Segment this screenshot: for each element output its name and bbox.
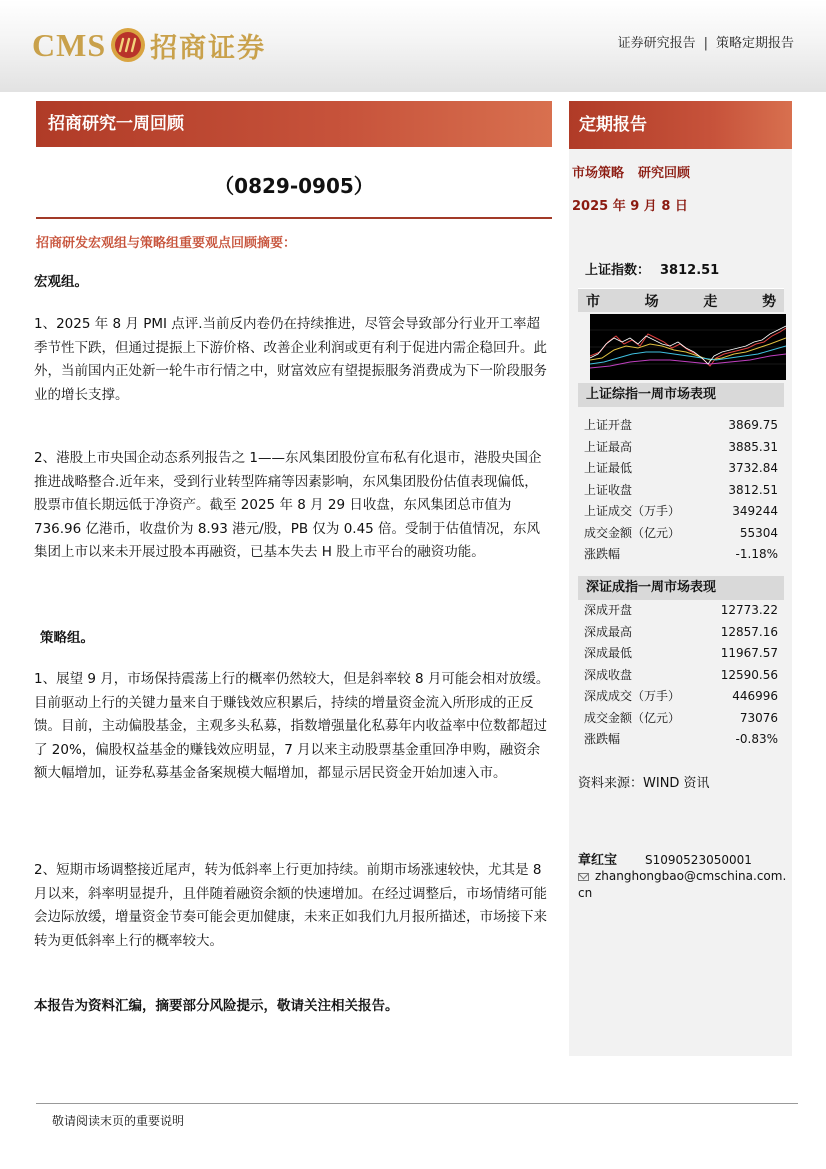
cms-emblem-icon	[110, 27, 146, 63]
index-value: 3812.51	[660, 263, 720, 278]
table-row	[584, 686, 778, 708]
report-type-label	[618, 32, 794, 51]
stat-value: 3869.75	[728, 418, 778, 432]
company-logo	[32, 20, 266, 70]
trend-char: 市	[586, 293, 600, 310]
title-divider	[36, 217, 552, 219]
stat-label: 上证开盘	[584, 418, 633, 432]
strategy-paragraph-2: 2、短期市场调整接近尾声，转为低斜率上行更加持续。前期市场涨速较快，尤其是 8 月以来，斜率明显提升，且伴随着融资余额的快速增加。在经过调整后，市场情绪可能会边际放缓，增量资金节奏可能会更加健康，未来正如我们九月报所描述，市场接下来转为更低斜率上行的概率较大。	[34, 862, 547, 949]
stat-label: 上证最低	[584, 461, 633, 475]
table-row	[584, 437, 778, 459]
stat-value: 12590.56	[720, 667, 778, 682]
table-row	[584, 729, 778, 751]
table-row	[584, 523, 778, 545]
footer-note: 敬请阅读末页的重要说明	[52, 1114, 185, 1128]
analyst-email-row	[578, 868, 788, 902]
report-date: 2025 年 9 月 8 日	[572, 199, 688, 214]
stat-value: 349244	[732, 504, 778, 518]
shenzhen-section-title: 深证成指一周市场表现	[578, 576, 784, 600]
main-banner: 招商研究一周回顾	[36, 101, 552, 147]
date-range-title: （0829-0905）	[214, 174, 374, 198]
category-research-review: 研究回顾	[638, 166, 691, 181]
index-summary	[585, 259, 719, 278]
stat-label: 上证成交（万手）	[584, 504, 681, 518]
trend-char: 场	[644, 293, 659, 310]
table-row	[584, 622, 778, 644]
stat-value: -1.18%	[735, 547, 778, 561]
summary-title: 招商研发宏观组与策略组重要观点回顾摘要：	[36, 236, 297, 251]
table-row	[584, 480, 778, 502]
trend-char: 势	[761, 293, 776, 310]
stat-value: 3885.31	[728, 439, 778, 454]
shanghai-section-title: 上证综指一周市场表现	[578, 383, 784, 407]
stat-value: 3812.51	[728, 482, 778, 497]
closing-note: 本报告为资料汇编，摘要部分风险提示，敬请关注相关报告。	[34, 998, 399, 1014]
header-separator: |	[703, 36, 708, 51]
sidebar-banner: 定期报告	[569, 101, 792, 149]
shanghai-stats-table	[584, 415, 778, 566]
table-row	[584, 501, 778, 523]
strategy-paragraph-1: 1、展望 9 月，市场保持震荡上行的概率仍然较大，但是斜率较 8 月可能会相对放缓。目前驱动上行的关键力量来自于赚钱效应积累后，持续的增量资金流入所形成的正反馈。目前，主动偏股基金，主观多头私募，指数增强量化私募年内收益率中位数都超过了 20%，偏股权益基金的赚钱效应明显，7 月以来主动股票基金重回净申购，融资余额大幅增加，证券私募基金备案规模大幅增加，都显示居民资金开始加速入市。	[34, 671, 550, 782]
stat-value: 11967.57	[720, 646, 778, 660]
footer-divider	[36, 1103, 798, 1104]
category-market-strategy: 市场策略	[572, 166, 625, 181]
stat-label: 上证收盘	[584, 482, 633, 497]
table-row	[584, 458, 778, 480]
data-source: 资料来源：WIND 资讯	[578, 776, 710, 791]
table-row	[584, 708, 778, 730]
trend-char: 走	[703, 293, 718, 310]
macro-paragraph-2: 2、港股上市央国企动态系列报告之 1——东风集团股份宣布私有化退市，港股央国企推进战略整合.近年来，受到行业转型阵痛等因素影响，东风集团股份估值表现偏低，股票市值长期远低于净资产。截至 2025 年 8 月 29 日收盘，东风集团总市值为 736.96 亿港币，收盘价为 8.93 港元/股，PB 仅为 0.45 倍。受制于估值情况，东风集团上市以来未开展过股本再融资，已基本失去 H 股上市平台的融资功能。	[34, 450, 542, 561]
stat-label: 深成成交（万手）	[584, 689, 681, 703]
stat-value: -0.83%	[735, 732, 778, 746]
stat-label: 成交金额（亿元）	[584, 710, 681, 725]
table-row	[584, 415, 778, 437]
stat-label: 涨跌幅	[584, 547, 621, 561]
mail-icon	[578, 873, 589, 881]
logo-chinese-name: 招商证券	[150, 32, 267, 64]
market-trend-header	[578, 288, 784, 312]
report-type: 证券研究报告	[617, 36, 696, 51]
stat-label: 涨跌幅	[584, 732, 621, 746]
index-label: 上证指数：	[585, 263, 651, 278]
macro-heading: 宏观组。	[34, 274, 88, 290]
analyst-email[interactable]: zhanghongbao@cmschina.com.cn	[578, 869, 787, 900]
analyst-license-id: S1090523050001	[645, 853, 752, 867]
stat-label: 成交金额（亿元）	[584, 525, 681, 540]
logo-latin: CMS	[32, 26, 107, 63]
table-row	[584, 665, 778, 687]
report-subtype: 策略定期报告	[715, 36, 794, 51]
stat-label: 上证最高	[584, 439, 633, 454]
shenzhen-stats-table	[584, 600, 778, 751]
strategy-heading: 策略组。	[40, 630, 94, 646]
market-trend-chart	[590, 314, 786, 380]
stat-label: 深成收盘	[584, 667, 633, 682]
stat-value: 12773.22	[720, 603, 778, 617]
analyst-name: 章红宝	[578, 853, 618, 868]
stat-label: 深成开盘	[584, 603, 633, 617]
stat-label: 深成最高	[584, 624, 633, 639]
stat-value: 12857.16	[720, 624, 778, 639]
stat-value: 3732.84	[728, 461, 778, 475]
stat-value: 55304	[739, 525, 778, 540]
table-row	[584, 643, 778, 665]
macro-paragraph-1: 1、2025 年 8 月 PMI 点评.当前反内卷仍在持续推进，尽管会导致部分行业开工率超季节性下跌，但通过提振上下游价格、改善企业利润或更有利于促进内需企稳回升。此外，当前国内正处新一轮牛市行情之中，财富效应有望提振服务消费成为下一阶段服务业的增长支撑。	[34, 316, 547, 403]
stat-label: 深成最低	[584, 646, 633, 660]
stat-value: 446996	[732, 689, 778, 703]
analyst-info	[578, 849, 752, 868]
table-row	[584, 600, 778, 622]
stat-value: 73076	[739, 710, 778, 725]
sidebar-categories	[572, 162, 690, 181]
table-row	[584, 544, 778, 566]
